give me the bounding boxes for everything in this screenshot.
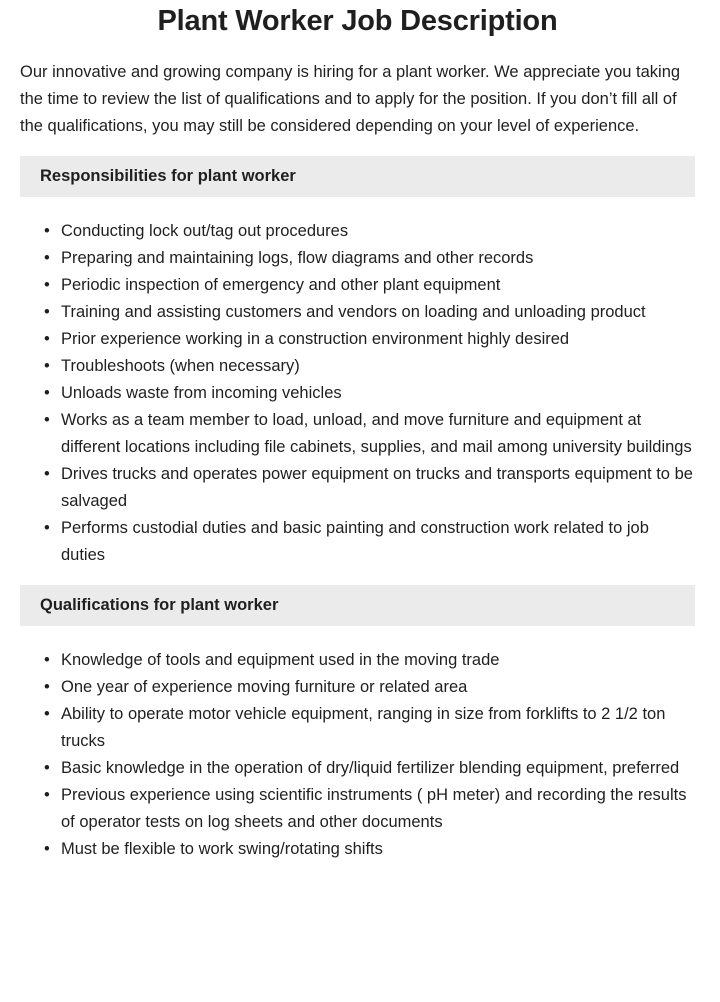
list-item: • Basic knowledge in the operation of dry/liquid fertilizer blending equipment, preferred	[61, 755, 695, 782]
list-item: • Performs custodial duties and basic painting and construction work related to job duties	[61, 515, 695, 569]
list-item: • Drives trucks and operates power equipment on trucks and transports equipment to be salvaged	[61, 461, 695, 515]
responsibilities-list	[20, 218, 695, 569]
section-heading-responsibilities: Responsibilities for plant worker	[20, 156, 695, 197]
section-qualifications	[20, 585, 695, 863]
list-item: • Preparing and maintaining logs, flow diagrams and other records	[61, 245, 695, 272]
list-item: • Training and assisting customers and vendors on loading and unloading product	[61, 299, 695, 326]
section-heading-qualifications: Qualifications for plant worker	[20, 585, 695, 626]
section-responsibilities	[20, 156, 695, 569]
list-item: • Periodic inspection of emergency and other plant equipment	[61, 272, 695, 299]
list-item: • Works as a team member to load, unload, and move furniture and equipment at different locations including file cabinets, supplies, and mail among university buildings	[61, 407, 695, 461]
intro-paragraph: Our innovative and growing company is hiring for a plant worker. We appreciate you taking the time to review the list of qualifications and to apply for the position. If you don’t fill all of the qualifications, you may still be considered depending on your level of experience.	[20, 63, 681, 135]
list-item: • Unloads waste from incoming vehicles	[61, 380, 695, 407]
qualifications-list	[20, 647, 695, 863]
list-item: • Conducting lock out/tag out procedures	[61, 218, 695, 245]
list-item: • Must be flexible to work swing/rotating shifts	[61, 836, 695, 863]
list-item: • Knowledge of tools and equipment used in the moving trade	[61, 647, 695, 674]
list-item: • Troubleshoots (when necessary)	[61, 353, 695, 380]
list-item: • Ability to operate motor vehicle equipment, ranging in size from forklifts to 2 1/2 ton trucks	[61, 701, 695, 755]
list-item: • Previous experience using scientific instruments ( pH meter) and recording the results of operator tests on log sheets and other documents	[61, 782, 695, 836]
list-item: • One year of experience moving furniture or related area	[61, 674, 695, 701]
list-item: • Prior experience working in a construction environment highly desired	[61, 326, 695, 353]
page-title: Plant Worker Job Description	[157, 5, 558, 37]
